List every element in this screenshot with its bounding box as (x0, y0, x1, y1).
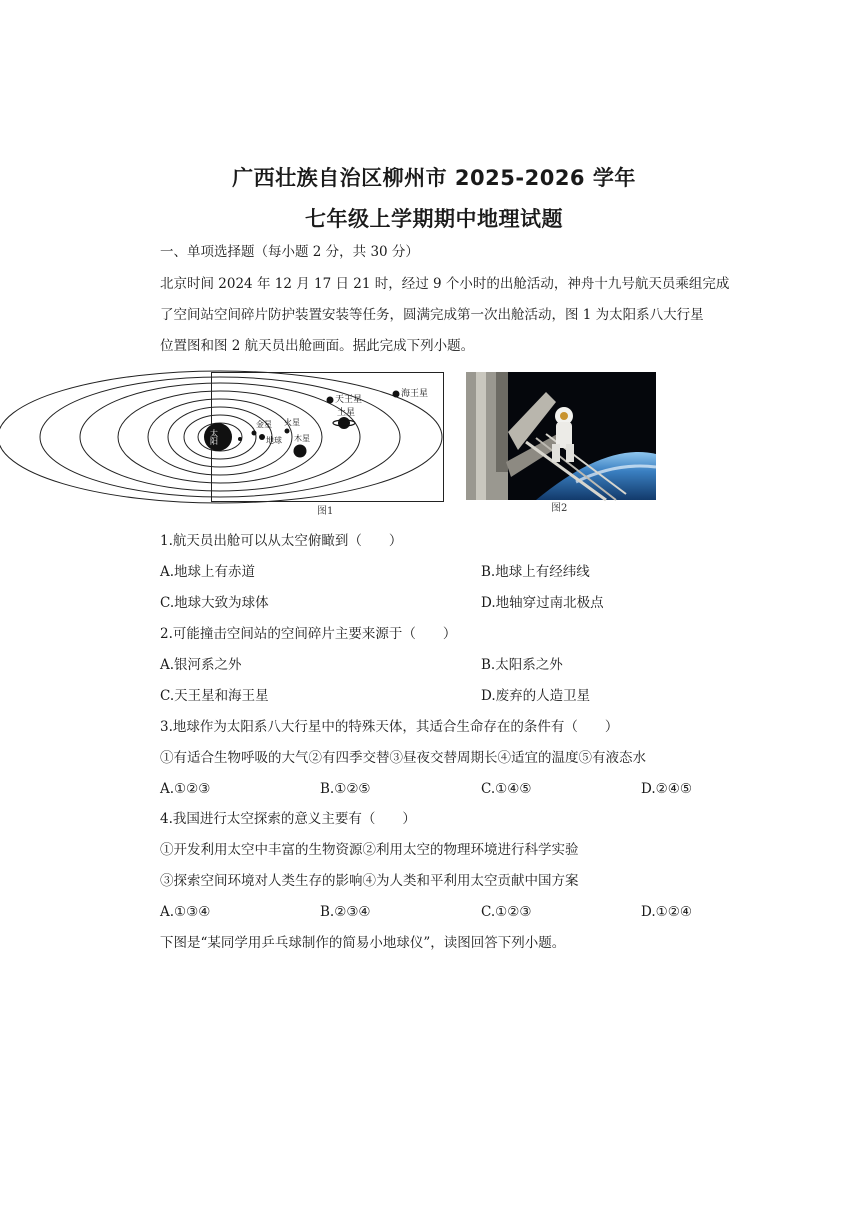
venus-label: 金星 (256, 420, 272, 429)
question-3-statements: ①有适合生物呼吸的大气②有四季交替③昼夜交替周期长④适宜的温度⑤有液态水 (160, 750, 646, 766)
solar-system-figure (211, 372, 444, 502)
q3-option-b[interactable]: B.①②⑤ (320, 781, 371, 797)
q3-option-c[interactable]: C.①④⑤ (481, 781, 532, 797)
intro-line: 北京时间 2024 年 12 月 17 日 21 时，经过 9 个小时的出舱活动，神舟十九号航天员乘组完成 (160, 276, 730, 292)
q4-option-a[interactable]: A.①③④ (160, 904, 211, 920)
question-4-statements-2: ③探索空间环境对人类生存的影响④为人类和平利用太空贡献中国方案 (160, 873, 579, 889)
intro-line: 位置图和图 2 航天员出舱画面。据此完成下列小题。 (160, 338, 475, 354)
q3-option-d[interactable]: D.②④⑤ (641, 781, 692, 797)
q2-option-c[interactable]: C.天王星和海王星 (160, 688, 269, 704)
q1-option-b[interactable]: B.地球上有经纬线 (481, 564, 590, 580)
next-section-intro: 下图是“某同学用乒乓球制作的简易小地球仪”，读图回答下列小题。 (160, 935, 566, 951)
uranus-label: 天王星 (335, 395, 363, 405)
mars-label: 火星 (284, 418, 300, 427)
jupiter-label: 木星 (294, 434, 310, 443)
astronaut-photo-art (466, 372, 656, 500)
question-4-stem: 4.我国进行太空探索的意义主要有（ ） (160, 811, 416, 827)
q4-option-b[interactable]: B.②③④ (320, 904, 371, 920)
q1-option-d[interactable]: D.地轴穿过南北极点 (481, 595, 604, 611)
question-3-stem: 3.地球作为太阳系八大行星中的特殊天体，其适合生命存在的条件有（ ） (160, 719, 619, 735)
q2-option-d[interactable]: D.废弃的人造卫星 (481, 688, 591, 704)
q4-option-d[interactable]: D.①②④ (641, 904, 692, 920)
q1-option-c[interactable]: C.地球大致为球体 (160, 595, 269, 611)
solar-system-diagram (209, 373, 443, 501)
neptune-label: 海王星 (401, 389, 429, 399)
question-4-statements-1: ①开发利用太空中丰富的生物资源②利用太空的物理环境进行科学实验 (160, 842, 579, 858)
exam-title-line1: 广西壮族自治区柳州市 2025-2026 学年 (232, 166, 636, 190)
q2-option-b[interactable]: B.太阳系之外 (481, 657, 563, 673)
figure2-caption: 图2 (551, 503, 568, 514)
q1-option-a[interactable]: A.地球上有赤道 (160, 564, 256, 580)
question-1-stem: 1.航天员出舱可以从太空俯瞰到（ ） (160, 533, 403, 549)
sun-label: 太阳 (209, 429, 219, 445)
exam-title-line2: 七年级上学期期中地理试题 (305, 207, 563, 231)
q2-option-a[interactable]: A.银河系之外 (160, 657, 242, 673)
q3-option-a[interactable]: A.①②③ (160, 781, 211, 797)
saturn-label: 土星 (337, 408, 356, 418)
q4-option-c[interactable]: C.①②③ (481, 904, 532, 920)
intro-line: 了空间站空间碎片防护装置安装等任务，圆满完成第一次出舱活动，图 1 为太阳系八大行星 (160, 307, 704, 323)
astronaut-photo (466, 372, 656, 500)
section-heading: 一、单项选择题（每小题 2 分，共 30 分） (160, 244, 419, 260)
earth-label: 地球 (266, 436, 282, 445)
figure1-caption: 图1 (317, 506, 334, 517)
question-2-stem: 2.可能撞击空间站的空间碎片主要来源于（ ） (160, 626, 457, 642)
